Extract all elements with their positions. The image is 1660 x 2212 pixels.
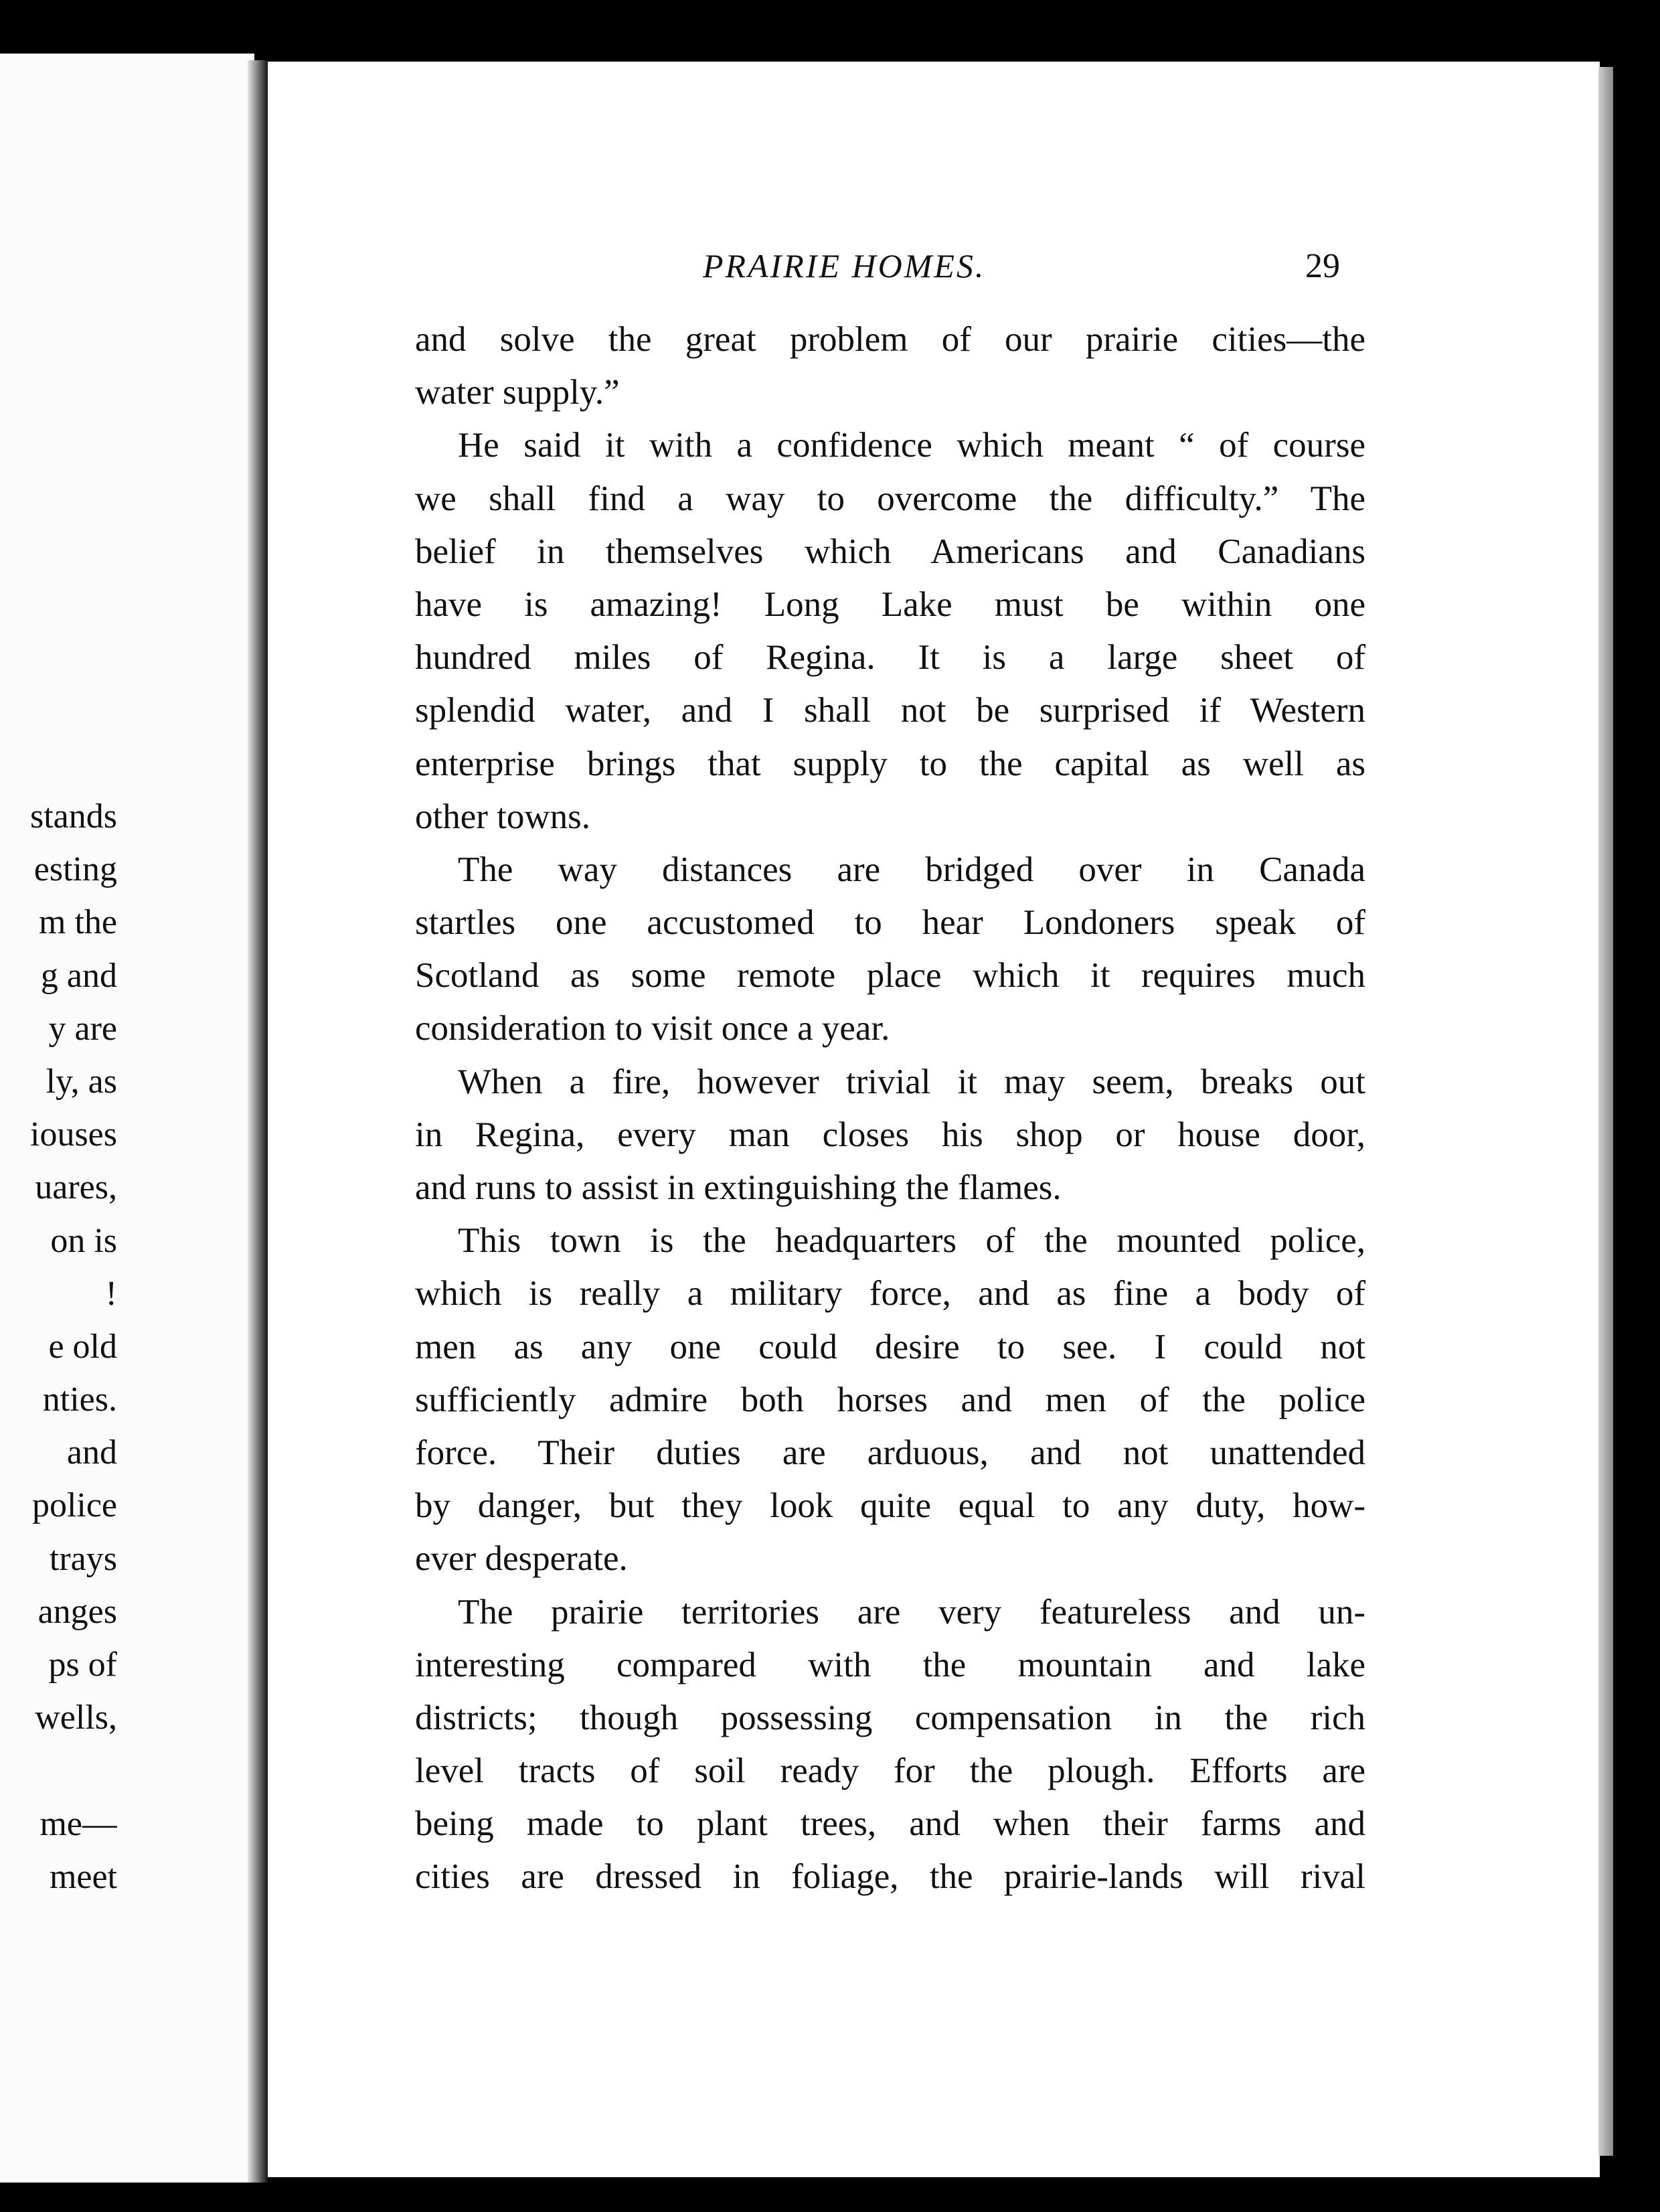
left-page-line: g and [40, 956, 117, 995]
left-page-line: ly, as [46, 1062, 117, 1101]
left-page-line: uares, [35, 1168, 117, 1207]
text-line: we shall find a way to overcome the difficulty.” The [415, 479, 1365, 518]
left-page-line: trays [49, 1539, 117, 1578]
text-line: and solve the great problem of our prairie cities—the [415, 320, 1365, 359]
left-page-line: ! [105, 1274, 117, 1313]
text-line: men as any one could desire to see. I could not [415, 1327, 1365, 1366]
text-line: ever desperate. [415, 1539, 628, 1579]
left-page-text [0, 790, 117, 1903]
left-page-line: esting [33, 850, 117, 889]
text-line: level tracts of soil ready for the plough. Efforts are [415, 1751, 1365, 1791]
text-line: He said it with a confidence which meant “ of course [458, 426, 1365, 465]
left-page-line: e old [48, 1327, 117, 1366]
left-page-line: ps of [48, 1646, 117, 1684]
text-line: When a fire, however trivial it may seem, breaks out [458, 1062, 1365, 1101]
left-page-line: on is [50, 1221, 117, 1260]
text-line: belief in themselves which Americans and Canadians [415, 532, 1365, 571]
text-line: have is amazing! Long Lake must be within one [415, 584, 1365, 624]
text-line: This town is the headquarters of the mounted police, [458, 1221, 1365, 1261]
text-line: force. Their duties are arduous, and not unattended [415, 1433, 1365, 1472]
text-line: splendid water, and I shall not be surprised if Western [415, 691, 1365, 730]
left-page-line: meet [49, 1857, 117, 1896]
text-line: enterprise brings that supply to the capital as well as [415, 744, 1365, 783]
text-line: hundred miles of Regina. It is a large sheet of [415, 638, 1365, 678]
text-line: cities are dressed in foliage, the prairie-lands will rival [415, 1857, 1365, 1897]
body-text [415, 313, 1365, 1904]
left-page-line: and [66, 1433, 117, 1472]
text-line: which is really a military force, and as fine a body of [415, 1274, 1365, 1314]
left-page-line: y are [48, 1009, 117, 1048]
left-page-line: police [31, 1486, 117, 1525]
text-line: sufficiently admire both horses and men of the police [415, 1380, 1365, 1419]
left-page-line [0, 1744, 117, 1797]
text-line: Scotland as some remote place which it requires much [415, 956, 1365, 996]
left-page-line: wells, [35, 1698, 117, 1737]
left-page-line: nties. [42, 1380, 117, 1419]
text-line: The prairie territories are very featureless and un- [458, 1592, 1365, 1632]
text-line: and runs to assist in extinguishing the flames. [415, 1168, 1062, 1207]
text-line: consideration to visit once a year. [415, 1009, 890, 1048]
text-line: The way distances are bridged over in Canada [458, 850, 1365, 889]
text-line: in Regina, every man closes his shop or house door, [415, 1115, 1365, 1154]
left-page-line: anges [37, 1592, 117, 1631]
text-line: districts; though possessing compensation in the rich [415, 1698, 1365, 1737]
text-line: startles one accustomed to hear Londoners speak of [415, 903, 1365, 943]
left-page-line: m the [39, 903, 117, 942]
left-page-line: me— [39, 1804, 117, 1843]
running-head: PRAIRIE HOMES. [703, 247, 986, 285]
text-line: other towns. [415, 797, 591, 836]
left-page-line: iouses [30, 1115, 117, 1154]
page-edge [1598, 67, 1613, 2156]
text-line: interesting compared with the mountain and lake [415, 1645, 1365, 1684]
text-line: water supply.” [415, 373, 620, 412]
text-line: by danger, but they look quite equal to any duty, how- [415, 1486, 1365, 1526]
page-number: 29 [1305, 247, 1340, 285]
book-gutter [248, 60, 268, 2183]
text-line: being made to plant trees, and when their farms and [415, 1804, 1365, 1844]
left-page-line: stands [30, 797, 117, 836]
